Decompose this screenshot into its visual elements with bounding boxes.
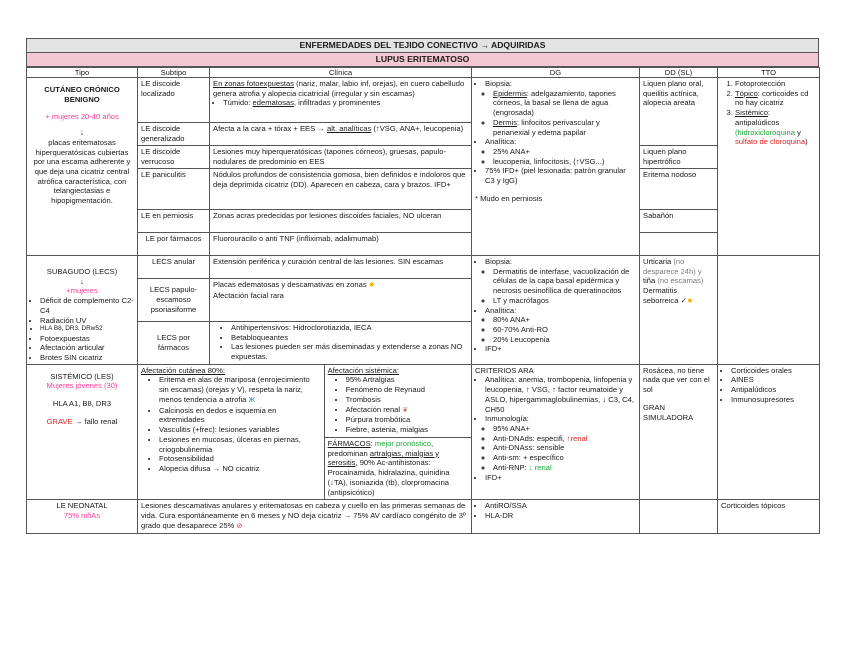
dg-sistemico: CRITERIOS ARA • Analítica: anemia, trombopenia, linfopenia y leucopenia, ↑ VSG, ↑ factor reumatoide y ASLO, hipergammaglobulinemias, ↓ C3, C4, CH50 • Inmunología: ◦ 95% ANA+ ◦ Anti-DNAds: especifi, ↑renal ◦ Anti-DNAss: sensible ◦ Anti-sm: + específico ◦ Anti-RNP: ↓ renal • IFD+ bbox=[472, 364, 640, 500]
lupus-table bbox=[26, 67, 820, 534]
dd-verrucoso: Liquen plano hipertrófico bbox=[640, 146, 718, 169]
tumido-item: • Túmido: edematosas, infiltradas y prominentes bbox=[223, 98, 468, 108]
sun-icon: ✸ bbox=[368, 282, 375, 289]
afectacion-sistemica: Afectación sistémica: • 95% Artralgias • Fenómeno de Reynaud • Trombosis • Afectación renal ❦ • Púrpura trombótica • Fiebre, astenia, mialgias FÁRMACOS: mejor pronóstico, predominan artralgias, mialgias y serositis, 90% Ac-antihistonas: Procainamida, hidralazina, quinidina (↓TA), isoniazida (tb), clorpromacina (antipsicótico) bbox=[325, 365, 471, 500]
tipo-neonatal: LE NEONATAL 75% niñAs bbox=[27, 500, 138, 533]
row-localizado bbox=[27, 78, 820, 123]
sun-icon: ✸ bbox=[686, 297, 693, 305]
clinica-verrucoso: Lesiones muy hiperqueratósicas (tapones córneos), gruesas, papulo-nodulares de predominio en EES bbox=[210, 146, 472, 169]
afectacion-cutanea: Afectación cutánea 80%: • Eritema en alas de mariposa (enrojecimiento sin escamas) (orejas y V), respeta la nariz, menos tendencia a atrofia Ж • Calcinosis en dedos e isquemia en extremidades • Vasculitis (+frec): lesiones variables • Lesiones en mucosas, úlceras en piernas, criogobulinemia • Fotosensibilidad • Alopecia difusa → NO cicatriz bbox=[138, 365, 325, 500]
tipo-subagudo: SUBAGUDO (LECS) ↓ +mujeres • Déficit de complemento C2-C4 • Radiación UV • HLA B8, DR3, DRw52 • Fotoexpuestas • Afectación articular • Brotes SIN cicatriz bbox=[27, 256, 138, 365]
col-tto: TTO bbox=[718, 68, 820, 78]
dd-sistemico: Rosácea, no tiene nada que ver con el sol GRAN SIMULADORA bbox=[640, 364, 718, 500]
clinica-paniculitis: Nódulos profundos de consistencia gomosa, bien definidos e indoloros que deja deprimida cicatriz (DD). Aparecen en cabeza, cara y brazos. IFD+ bbox=[210, 169, 472, 210]
dd-localizado: Liquen plano oral, queilitis actínica, alopecia areata bbox=[640, 78, 718, 146]
dg-subagudo: • Biopsia: ◦ Dermatitis de interfase, vacuolización de células de la capa basal epidérmica y necrosis oesinofílica de queratinocitos ◦ LT y macrófagos • Analítica: ◦ 80% ANA+ ◦ 60-70% Anti-RO ◦ 20% Leucopenia • IFD+ bbox=[472, 256, 640, 365]
row-perniosis bbox=[27, 210, 820, 233]
row-verrucoso bbox=[27, 146, 820, 169]
arrow-down-icon: ↓ bbox=[80, 128, 84, 138]
cutaneo-demo: + mujeres 20-40 años bbox=[45, 112, 119, 122]
clinica-localizado: En zonas fotoexpuestas (nariz, malar, labio inf, orejas), en cuero cabelludo genera atrofia y alopecia cicatricial (irregular y sin escamas) • Túmido: edematosas, infiltradas y prominentes bbox=[210, 78, 472, 123]
col-dg: DG bbox=[472, 68, 640, 78]
subtipo-lecs-papulo: LECS papulo-escamoso psoriasiforme bbox=[138, 279, 210, 322]
subtipo-farmacos: LE por fármacos bbox=[138, 233, 210, 256]
col-tipo: Tipo bbox=[27, 68, 138, 78]
kidney-icon: ❦ bbox=[402, 406, 409, 414]
row-paniculitis bbox=[27, 169, 820, 210]
subtipo-generalizado: LE discoide generalizado bbox=[138, 123, 210, 146]
dd-subagudo: Urticaria (no desparece 24h) y tiña (no escamas) Dermatitis seborreica ✓✸ bbox=[640, 256, 718, 365]
subtipo-verrucoso: LE discoide verrucoso bbox=[138, 146, 210, 169]
cutaneo-desc: placas eritematosas hiperqueratósicas cubiertas por una escama adherente y que deja una cicatriz central atrófica característica, con telangiectasias e hipopigmentación. bbox=[33, 137, 131, 206]
col-subtipo: Subtipo bbox=[138, 68, 210, 78]
tipo-sistemico: SISTÉMICO (LES) Mujeres jóvenes (30) HLA A1, B8, DR3 GRAVE → fallo renal bbox=[27, 364, 138, 500]
tto-neonatal: Corticoides tópicos bbox=[718, 500, 820, 533]
dd-neonatal bbox=[640, 500, 718, 533]
section-title: LUPUS ERITEMATOSO bbox=[26, 53, 819, 67]
row-sistemico bbox=[27, 364, 820, 500]
dg-neonatal: • AntiRO/SSA • HLA-DR bbox=[472, 500, 640, 533]
clinica-lecs-anular: Extensión periférica y curación central de las lesiones. SIN escamas bbox=[210, 256, 472, 279]
clinica-farmacos: Fluorouracilo o anti TNF (infliximab, adalimumab) bbox=[210, 233, 472, 256]
row-lecs-anular bbox=[27, 256, 820, 279]
subtipo-localizado: LE discoide localizado bbox=[138, 78, 210, 123]
header-row bbox=[27, 68, 820, 78]
tto-cutaneo: 1. Fotoprotección 2. Tópico: corticoides cd no hay cicatriz 3. Sistémico: antipalúdicos (hidroxicloroquina y sulfato de cloroquina) bbox=[718, 78, 820, 256]
dd-paniculitis: Eritema nodoso bbox=[640, 169, 718, 210]
clinica-generalizado: Afecta a la cara + tórax + EES → alt. analíticas (↑VSG, ANA+, leucopenia) bbox=[210, 123, 472, 146]
subtipo-perniosis: LE en perniosis bbox=[138, 210, 210, 233]
col-clinica: Clínica bbox=[210, 68, 472, 78]
dd-farmacos bbox=[640, 233, 718, 256]
cutaneo-name: CUTÁNEO CRÓNICO BENIGNO bbox=[44, 85, 120, 104]
subtipo-lecs-anular: LECS anular bbox=[138, 256, 210, 279]
clinica-perniosis: Zonas acras predecidas por lesiones discoides faciales, NO ulceran bbox=[210, 210, 472, 233]
col-dd: DD (SL) bbox=[640, 68, 718, 78]
tto-sistemico: • Corticoides orales • AINES • Antipalúdicos • Inmunosupresores bbox=[718, 364, 820, 500]
document bbox=[26, 38, 819, 534]
clinica-neonatal: Lesiones descamativas anulares y eritematosas en cabeza y cuello en las primeras semanas de vida. Cura espontáneamente en 6 meses y NO deja cicatriz → 75% AV cardíaco congénito de 3º grado que desaparece 25% ⊘ bbox=[138, 500, 472, 533]
butterfly-icon: Ж bbox=[248, 396, 255, 404]
subagudo-list: • Déficit de complemento C2-C4 • Radiación UV • HLA B8, DR3, DRw52 • Fotoexpuestas • Afectación articular • Brotes SIN cicatriz bbox=[30, 296, 134, 363]
tipo-cutaneo-cronico bbox=[27, 78, 138, 256]
dd-perniosis: Sabañón bbox=[640, 210, 718, 233]
tto-subagudo bbox=[718, 256, 820, 365]
no-icon: ⊘ bbox=[236, 522, 243, 530]
row-neonatal bbox=[27, 500, 820, 533]
document-title: ENFERMEDADES DEL TEJIDO CONECTIVO → ADQUIRIDAS bbox=[26, 38, 819, 53]
clinica-sistemico bbox=[138, 364, 472, 500]
farmacos-note: FÁRMACOS: mejor pronóstico, predominan artralgias, mialgias y serositis, 90% Ac-antihistonas: Procainamida, hidralazina, quinidina (↓TA), isoniazida (tb), clorpromacina (antipsicótico) bbox=[325, 437, 471, 498]
row-farmacos bbox=[27, 233, 820, 256]
dg-cutaneo: • Biopsia: ◦ Epidermis: adelgazamiento, tapones córneos, la basal se llena de agua (engrosada) ◦ Dermis: linfocitos perivascular y perianexial y edema papilar • Analítica: ◦ 25% ANA+ ◦ leucopenia, linfocitosis, (↑VSG...) • 75% IFD+ (piel lesionada: patrón granular C3 y IgG) * Mudo en perniosis bbox=[472, 78, 640, 256]
subtipo-lecs-farmacos: LECS por fármacos bbox=[138, 322, 210, 365]
subtipo-paniculitis: LE paniculitis bbox=[138, 169, 210, 210]
clinica-lecs-papulo: Placas edematosas y descamativas en zonas ✸ Afectación facial rara bbox=[210, 279, 472, 322]
clinica-lecs-farmacos: • Antihipertensivos: Hidroclorotiazida, IECA • Betabloqueantes • Las lesiones pueden ser más diseminadas y extenderse a zonas NO expuestas. bbox=[210, 322, 472, 365]
arrow-down-icon: ↓ bbox=[80, 276, 84, 286]
mudo-note: * Mudo en perniosis bbox=[475, 193, 543, 203]
